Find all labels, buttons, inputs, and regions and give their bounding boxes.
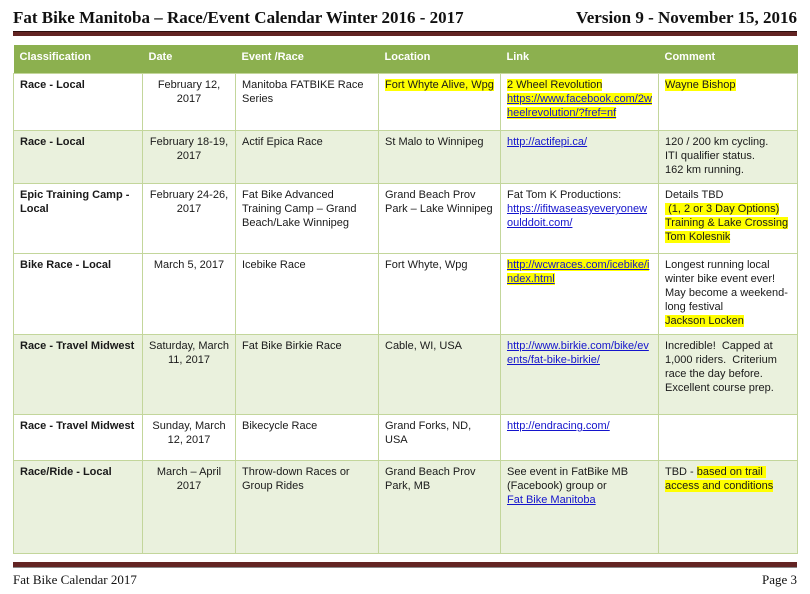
- footer-rule: [13, 562, 797, 568]
- text-segment: Grand Beach Prov Park, MB: [385, 466, 479, 493]
- col-header-comment: Comment: [659, 45, 798, 74]
- event-cell: [236, 184, 379, 254]
- comment-cell: [659, 335, 798, 415]
- date-cell: [143, 335, 236, 415]
- text-segment: Sunday, March 12, 2017: [152, 420, 229, 447]
- text-segment: 162 km running.: [665, 164, 744, 177]
- footer-left-text: Fat Bike Calendar 2017: [13, 572, 137, 587]
- location-cell: [379, 415, 501, 461]
- text-segment: 120 / 200 km cycling.: [665, 136, 769, 149]
- text-segment: Incredible! Capped at 1,000 riders. Criterium race the day before. Excellent course prep.: [665, 340, 780, 395]
- text-segment: Cable, WI, USA: [385, 340, 463, 353]
- col-header-classification: Classification: [14, 45, 143, 74]
- link-cell: [501, 415, 659, 461]
- classification-cell: [14, 254, 143, 335]
- link-cell: [501, 335, 659, 415]
- text-segment: 2 Wheel Revolution: [507, 79, 603, 92]
- hyperlink[interactable]: http://actifepi.ca/: [507, 136, 588, 149]
- location-cell: [379, 461, 501, 554]
- comment-cell: [659, 131, 798, 184]
- date-cell: [143, 74, 236, 131]
- col-header-link: Link: [501, 45, 659, 74]
- text-segment: ITI qualifier status.: [665, 150, 755, 163]
- link-cell: [501, 461, 659, 554]
- location-cell: [379, 184, 501, 254]
- header-rule: [13, 31, 797, 36]
- text-segment: Bike Race - Local: [20, 259, 112, 272]
- text-segment: Longest running local winter bike event ever! May become a weekend-long festival: [665, 259, 788, 314]
- page-number: Page 3: [761, 572, 797, 587]
- calendar-table: [13, 45, 798, 554]
- table-row: [14, 254, 798, 335]
- date-cell: [143, 461, 236, 554]
- classification-cell: [14, 461, 143, 554]
- classification-cell: [14, 74, 143, 131]
- classification-cell: [14, 415, 143, 461]
- table-row: [14, 461, 798, 554]
- text-segment: Icebike Race: [242, 259, 306, 272]
- text-segment: TBD -: [665, 466, 697, 479]
- comment-cell: [659, 254, 798, 335]
- link-cell: [501, 184, 659, 254]
- comment-cell: [659, 74, 798, 131]
- hyperlink[interactable]: http://endracing.com/: [507, 420, 610, 433]
- text-segment: Race - Local: [20, 79, 85, 92]
- date-cell: [143, 415, 236, 461]
- event-cell: [236, 415, 379, 461]
- date-cell: [143, 254, 236, 335]
- event-cell: [236, 131, 379, 184]
- col-header-date: Date: [143, 45, 236, 74]
- text-segment: St Malo to Winnipeg: [385, 136, 484, 149]
- classification-cell: [14, 335, 143, 415]
- col-header-location: Location: [379, 45, 501, 74]
- text-segment: Fat Bike Birkie Race: [242, 340, 342, 353]
- hyperlink[interactable]: http://www.birkie.com/bike/events/fat-bike-birkie/: [507, 340, 649, 367]
- col-header-event: Event /Race: [236, 45, 379, 74]
- text-segment: Throw-down Races or Group Rides: [242, 466, 353, 493]
- text-segment: Saturday, March 11, 2017: [149, 340, 232, 367]
- table-row: [14, 184, 798, 254]
- table-row: [14, 335, 798, 415]
- event-cell: [236, 254, 379, 335]
- document-page: [0, 8, 810, 594]
- comment-cell: [659, 184, 798, 254]
- hyperlink[interactable]: http://wcwraces.com/icebike/index.html: [507, 259, 650, 286]
- hyperlink[interactable]: Fat Bike Manitoba: [507, 494, 596, 507]
- calendar-table-body: [14, 74, 798, 554]
- document-footer: [13, 572, 797, 588]
- document-header: [13, 8, 797, 28]
- text-segment: Tom Kolesnik: [665, 231, 731, 244]
- text-segment: Epic Training Camp - Local: [20, 189, 133, 216]
- location-cell: [379, 74, 501, 131]
- text-segment: Bikecycle Race: [242, 420, 318, 433]
- table-row: [14, 74, 798, 131]
- text-segment: Fort Whyte, Wpg: [385, 259, 468, 272]
- text-segment: based on trail access and conditions: [665, 466, 774, 493]
- table-row: [14, 415, 798, 461]
- location-cell: [379, 131, 501, 184]
- version-label: Version 9 - November 15, 2016: [576, 8, 797, 27]
- text-segment: Fat Bike Advanced Training Camp – Grand Beach/Lake Winnipeg: [242, 189, 360, 230]
- location-cell: [379, 254, 501, 335]
- hyperlink[interactable]: https://www.facebook.com/2wheelrevolution/?fref=nf: [507, 93, 652, 120]
- text-segment: Race/Ride - Local: [20, 466, 112, 479]
- classification-cell: [14, 184, 143, 254]
- text-segment: February 24-26, 2017: [149, 189, 232, 216]
- text-segment: February 18-19, 2017: [149, 136, 232, 163]
- text-segment: February 12, 2017: [157, 79, 224, 106]
- text-segment: Manitoba FATBIKE Race Series: [242, 79, 367, 106]
- text-segment: March 5, 2017: [153, 259, 225, 272]
- table-header-row: [14, 45, 798, 74]
- event-cell: [236, 335, 379, 415]
- classification-cell: [14, 131, 143, 184]
- text-segment: March – April 2017: [156, 466, 225, 493]
- text-segment: Grand Beach Prov Park – Lake Winnipeg: [385, 189, 493, 216]
- event-cell: [236, 74, 379, 131]
- text-segment: Race - Travel Midwest: [20, 420, 135, 433]
- date-cell: [143, 184, 236, 254]
- text-segment: Jackson Locken: [665, 315, 744, 328]
- table-row: [14, 131, 798, 184]
- text-segment: (1, 2 or 3 Day Options): [665, 203, 780, 216]
- event-cell: [236, 461, 379, 554]
- hyperlink[interactable]: https://ifitwaseasyeveryonewoulddoit.com/: [507, 203, 648, 230]
- link-cell: [501, 254, 659, 335]
- page-title: Fat Bike Manitoba – Race/Event Calendar Winter 2016 - 2017: [13, 8, 464, 27]
- text-segment: Actif Epica Race: [242, 136, 323, 149]
- text-segment: Fat Tom K Productions:: [507, 189, 622, 202]
- link-cell: [501, 131, 659, 184]
- text-segment: Race - Travel Midwest: [20, 340, 135, 353]
- link-cell: [501, 74, 659, 131]
- text-segment: Wayne Bishop: [665, 79, 736, 92]
- text-segment: Details TBD: [665, 189, 724, 202]
- text-segment: See event in FatBike MB (Facebook) group or: [507, 466, 632, 493]
- text-segment: Race - Local: [20, 136, 85, 149]
- comment-cell: [659, 461, 798, 554]
- text-segment: Grand Forks, ND, USA: [385, 420, 475, 447]
- text-segment: Fort Whyte Alive, Wpg: [385, 79, 494, 92]
- comment-cell: [659, 415, 798, 461]
- date-cell: [143, 131, 236, 184]
- location-cell: [379, 335, 501, 415]
- text-segment: Training & Lake Crossing: [665, 217, 789, 230]
